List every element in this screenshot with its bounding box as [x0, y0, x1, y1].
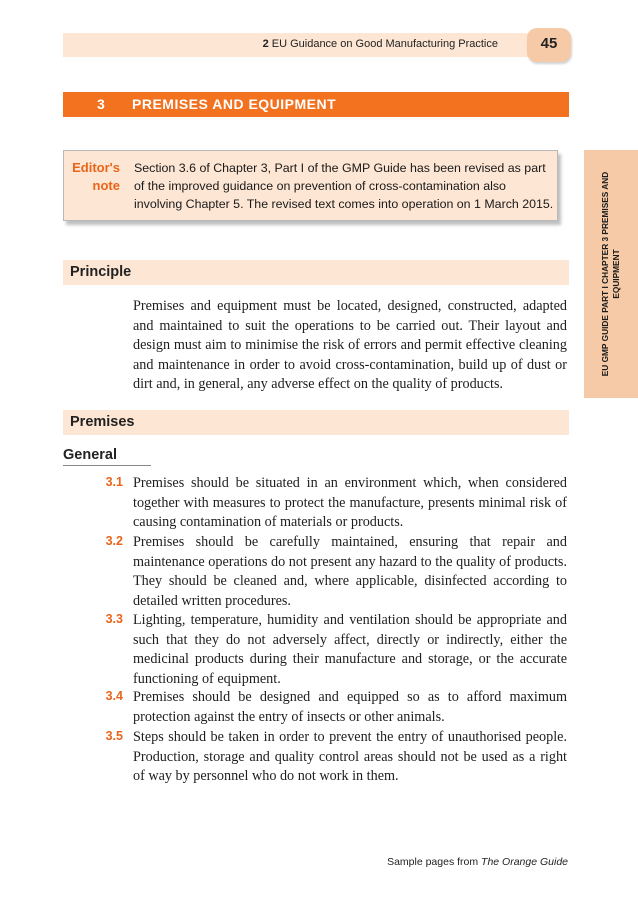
side-tab-line1: EU GMP GUIDE PART I CHAPTER 3 PREMISES AND [600, 171, 610, 377]
editors-note-label-line1: Editor's [72, 160, 120, 175]
page-number-badge [527, 28, 571, 62]
clause-number: 3.1 [105, 475, 123, 489]
running-header-text [263, 38, 498, 50]
principle-section-bar [63, 260, 569, 285]
clause-number: 3.2 [105, 534, 123, 548]
premises-section-bar [63, 410, 569, 435]
chapter-heading-bar [63, 92, 569, 117]
premises-heading: Premises [70, 414, 135, 430]
page-footer [387, 856, 568, 868]
side-tab-label [600, 154, 622, 394]
editors-note-label [64, 159, 120, 195]
clause-text: Lighting, temperature, humidity and ventilation should be appropriate and such that they do not adversely affect, directly or indirectly, either the medicinal products during their manufacture and storage, or the accurate functioning of equipment. [133, 612, 567, 687]
clause-number: 3.4 [105, 689, 123, 703]
side-tab-line2: EQUIPMENT [611, 249, 621, 299]
principle-paragraph: Premises and equipment must be located, designed, constructed, adapted and maintained to suit the operations to be carried out. Their layout and design must aim to minimise the risk of errors and permit effective cleaning and maintenance in order to avoid cross-contamination, build up of dust or dirt and, in general, any adverse effect on the quality of products. [133, 298, 567, 392]
footer-book-title: The Orange Guide [481, 856, 568, 868]
page-number: 45 [540, 34, 558, 52]
running-header-chapter-number: 2 [262, 38, 269, 50]
clause-text: Steps should be taken in order to prevent the entry of unauthorised people. Production, storage and quality control areas should not be used as a right of way by personnel who do not work in them. [133, 729, 567, 784]
editors-note-box [63, 150, 558, 221]
clause-number: 3.3 [105, 612, 123, 626]
editors-note-text: Section 3.6 of Chapter 3, Part I of the GMP Guide has been revised as part of the improved guidance on prevention of cross-contamination also involving Chapter 5. The revised text comes into operation on 1 March 2015. [134, 161, 554, 211]
clause-text: Premises should be situated in an environment which, when considered together with measures to protect the manufacture, presents minimal risk of causing contamination of materials or products. [133, 475, 567, 530]
editors-note-label-line2: note [92, 178, 120, 193]
clause-number: 3.5 [105, 729, 123, 743]
general-subheading: General [63, 447, 151, 466]
chapter-number: 3 [97, 96, 106, 112]
clause-text: Premises should be carefully maintained, ensuring that repair and maintenance operations do not present any hazard to the quality of products. They should be cleaned and, where applicable, disinfected according to detailed written procedures. [133, 534, 567, 609]
running-header-title: EU Guidance on Good Manufacturing Practice [271, 38, 498, 50]
footer-prefix: Sample pages from [387, 856, 479, 868]
principle-heading: Principle [70, 264, 132, 280]
chapter-side-tab [584, 150, 638, 398]
clause-text: Premises should be designed and equipped so as to afford maximum protection against the entry of insects or other animals. [133, 689, 567, 725]
running-header [63, 33, 570, 57]
chapter-title: PREMISES AND EQUIPMENT [132, 96, 337, 112]
